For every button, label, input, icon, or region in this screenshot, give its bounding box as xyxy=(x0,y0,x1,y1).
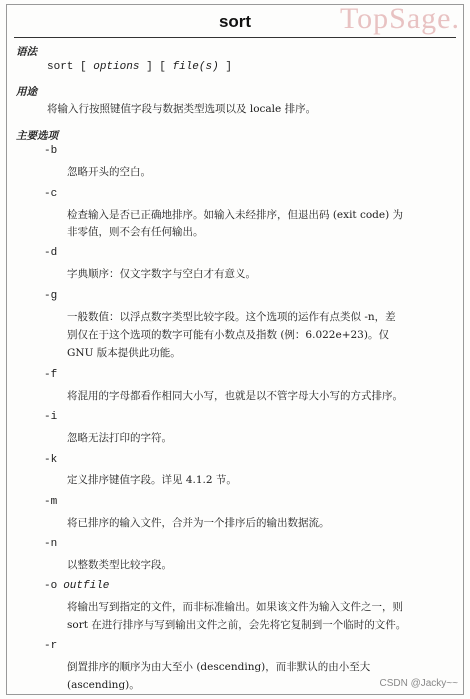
page-border xyxy=(6,4,7,694)
page-border xyxy=(463,4,464,694)
option-flag: -n xyxy=(44,538,58,550)
syntax-heading: 语法 xyxy=(16,46,37,58)
purpose-heading: 用途 xyxy=(16,86,37,98)
option-desc: 以整数类型比较字段。 xyxy=(67,559,172,571)
option-flag: -k xyxy=(44,454,58,466)
option-desc: 忽略开头的空白。 xyxy=(67,166,151,178)
usage-options: options xyxy=(93,61,140,73)
option-desc: 非零值，则不会有任何输出。 xyxy=(67,226,204,238)
usage-line xyxy=(47,61,232,73)
csdn-watermark: CSDN @Jacky~~ xyxy=(379,678,458,689)
option-desc: 定义排序键值字段。详见 4.1.2 节。 xyxy=(67,474,237,486)
option-flag: -m xyxy=(44,496,58,508)
usage-bracket: ] xyxy=(146,61,153,73)
option-desc: 忽略无法打印的字符。 xyxy=(67,432,172,444)
usage-bracket: [ xyxy=(159,61,166,73)
title-divider xyxy=(14,37,456,38)
option-desc: 检查输入是否已正确地排序。如输入未经排序，但退出码 (exit code) 为 xyxy=(67,209,404,221)
option-argument: outfile xyxy=(63,580,110,592)
usage-bracket: [ xyxy=(80,61,87,73)
option-flag: -f xyxy=(44,369,58,381)
option-flag: -d xyxy=(44,247,58,259)
purpose-text: 将输入行按照键值字段与数据类型选项以及 locale 排序。 xyxy=(47,103,317,115)
option-desc: 别仅在于这个选项的数字可能有小数点及指数 (例：6.022e+23)。仅 xyxy=(67,329,389,341)
option-desc: 将混用的字母都看作相同大小写，也就是以不管字母大小写的方式排序。 xyxy=(67,390,403,402)
option-desc: 倒置排序的顺序为由大至小 (descending)，而非默认的由小至大 xyxy=(67,661,371,673)
page-border xyxy=(6,694,464,695)
page-title: sort xyxy=(218,12,252,31)
option-flag: -g xyxy=(44,290,58,302)
option-flag: -i xyxy=(44,411,58,423)
option-desc: 将已排序的输入文件，合并为一个排序后的输出数据流。 xyxy=(67,517,330,529)
option-desc: 一般数值：以浮点数字类型比较字段。这个选项的运作有点类似 -n，差 xyxy=(67,311,396,323)
usage-files: file(s) xyxy=(172,61,219,73)
options-heading: 主要选项 xyxy=(16,130,58,142)
option-flag: -c xyxy=(44,188,58,200)
option-flag: -b xyxy=(44,145,58,157)
option-flag: -r xyxy=(44,640,58,652)
usage-bracket: ] xyxy=(225,61,232,73)
option-desc: GNU 版本提供此功能。 xyxy=(67,347,181,359)
option-desc: sort 在进行排序与写到输出文件之前，会先将它复制到一个临时的文件。 xyxy=(67,619,407,631)
option-desc: 字典顺序：仅文字数字与空白才有意义。 xyxy=(67,268,256,280)
option-flag xyxy=(44,580,109,592)
watermark-logo: TopSage. xyxy=(339,2,460,35)
option-flag-text: -o xyxy=(44,580,58,592)
option-desc: 将输出写到指定的文件，而非标准输出。如果该文件为输入文件之一，则 xyxy=(67,601,403,613)
usage-command: sort xyxy=(47,61,74,73)
option-desc: (ascending)。 xyxy=(67,679,140,691)
